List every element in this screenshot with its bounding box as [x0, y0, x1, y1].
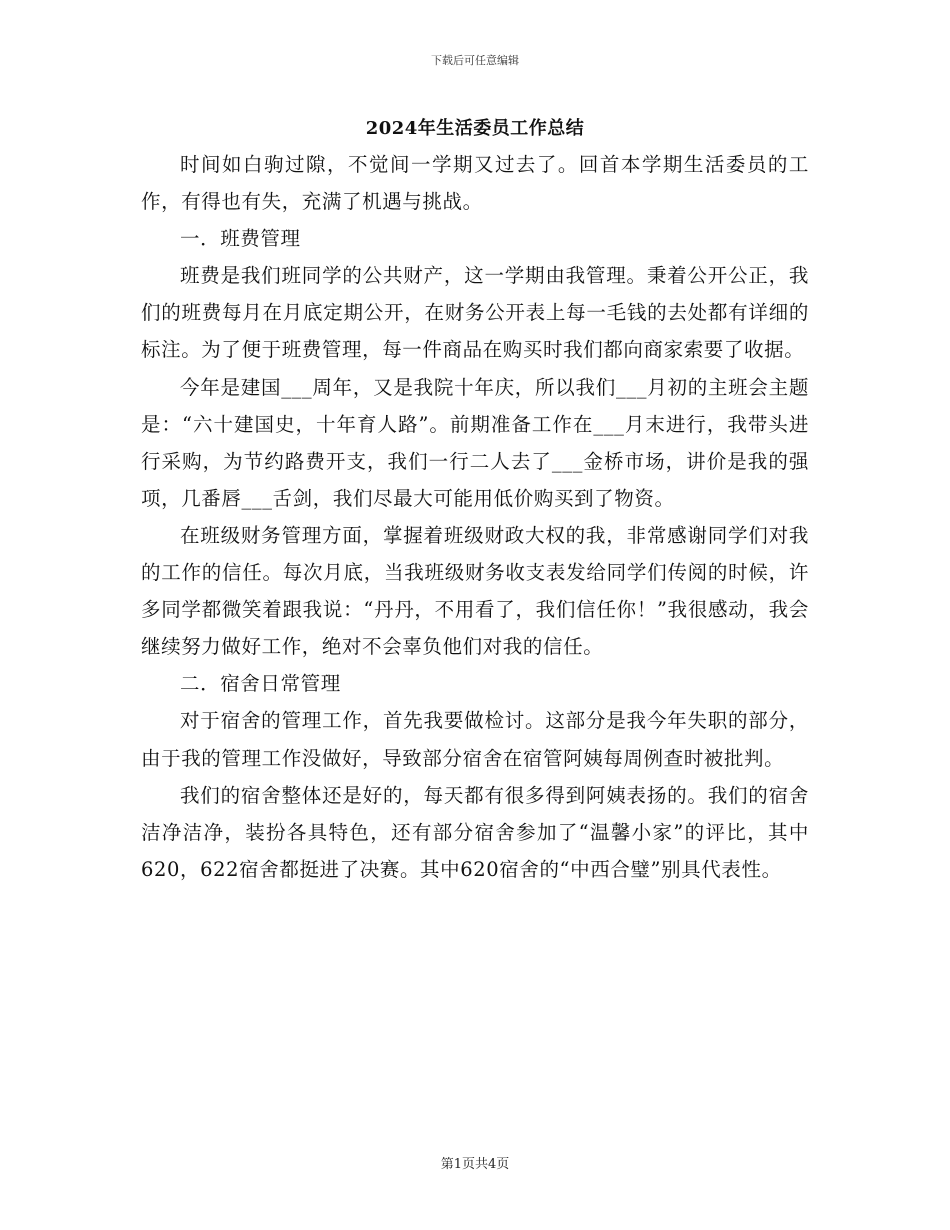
section-heading-class-fund: 一．班费管理: [180, 227, 301, 251]
paragraph-intro: 时间如白驹过隙，不觉间一学期又过去了。回首本学期生活委员的工作，有得也有失，充满了机遇与挑战。: [141, 153, 809, 214]
paragraph-anniversary: 今年是建国___周年，又是我院十年庆，所以我们___月初的主班会主题是：“六十建国史，十年育人路”。前期准备工作在___月末进行，我带头进行采购，为节约路费开支，我们一行二人去了___金桥市场，讲价是我的强项，几番唇___舌剑，我们尽最大可能用低价购买到了物资。: [141, 375, 809, 510]
paragraph-finance-trust: 在班级财务管理方面，掌握着班级财政大权的我，非常感谢同学们对我的工作的信任。每次月底，当我班级财务收支表发给同学们传阅的时候，许多同学都微笑着跟我说：“丹丹，不用看了，我们信任你！”我很感动，我会继续努力做好工作，绝对不会辜负他们对我的信任。: [141, 523, 809, 659]
paragraph-class-fund: 班费是我们班同学的公共财产，这一学期由我管理。秉着公开公正，我们的班费每月在月底定期公开，在财务公开表上每一毛钱的去处都有详细的标注。为了便于班费管理，每一件商品在购买时我们都向商家索要了收据。: [141, 264, 809, 362]
section-heading-dormitory: 二．宿舍日常管理: [180, 672, 341, 696]
paragraph-dorm-overall: 我们的宿舍整体还是好的，每天都有很多得到阿姨表扬的。我们的宿舍洁净洁净，装扮各具特色，还有部分宿舍参加了“温馨小家”的评比，其中620，622宿舍都挺进了决赛。其中620宿舍的“中西合璧”别具代表性。: [141, 783, 809, 881]
paragraph-dorm-review: 对于宿舍的管理工作，首先我要做检讨。这部分是我今年失职的部分，由于我的管理工作没做好，导致部分宿舍在宿管阿姨每周例查时被批判。: [141, 709, 809, 770]
document-title: 2024年生活委员工作总结: [365, 118, 585, 139]
document-body: [141, 146, 809, 888]
header-note: 下载后可任意编辑: [431, 54, 519, 67]
page-number: 第1页共4页: [440, 1157, 510, 1172]
